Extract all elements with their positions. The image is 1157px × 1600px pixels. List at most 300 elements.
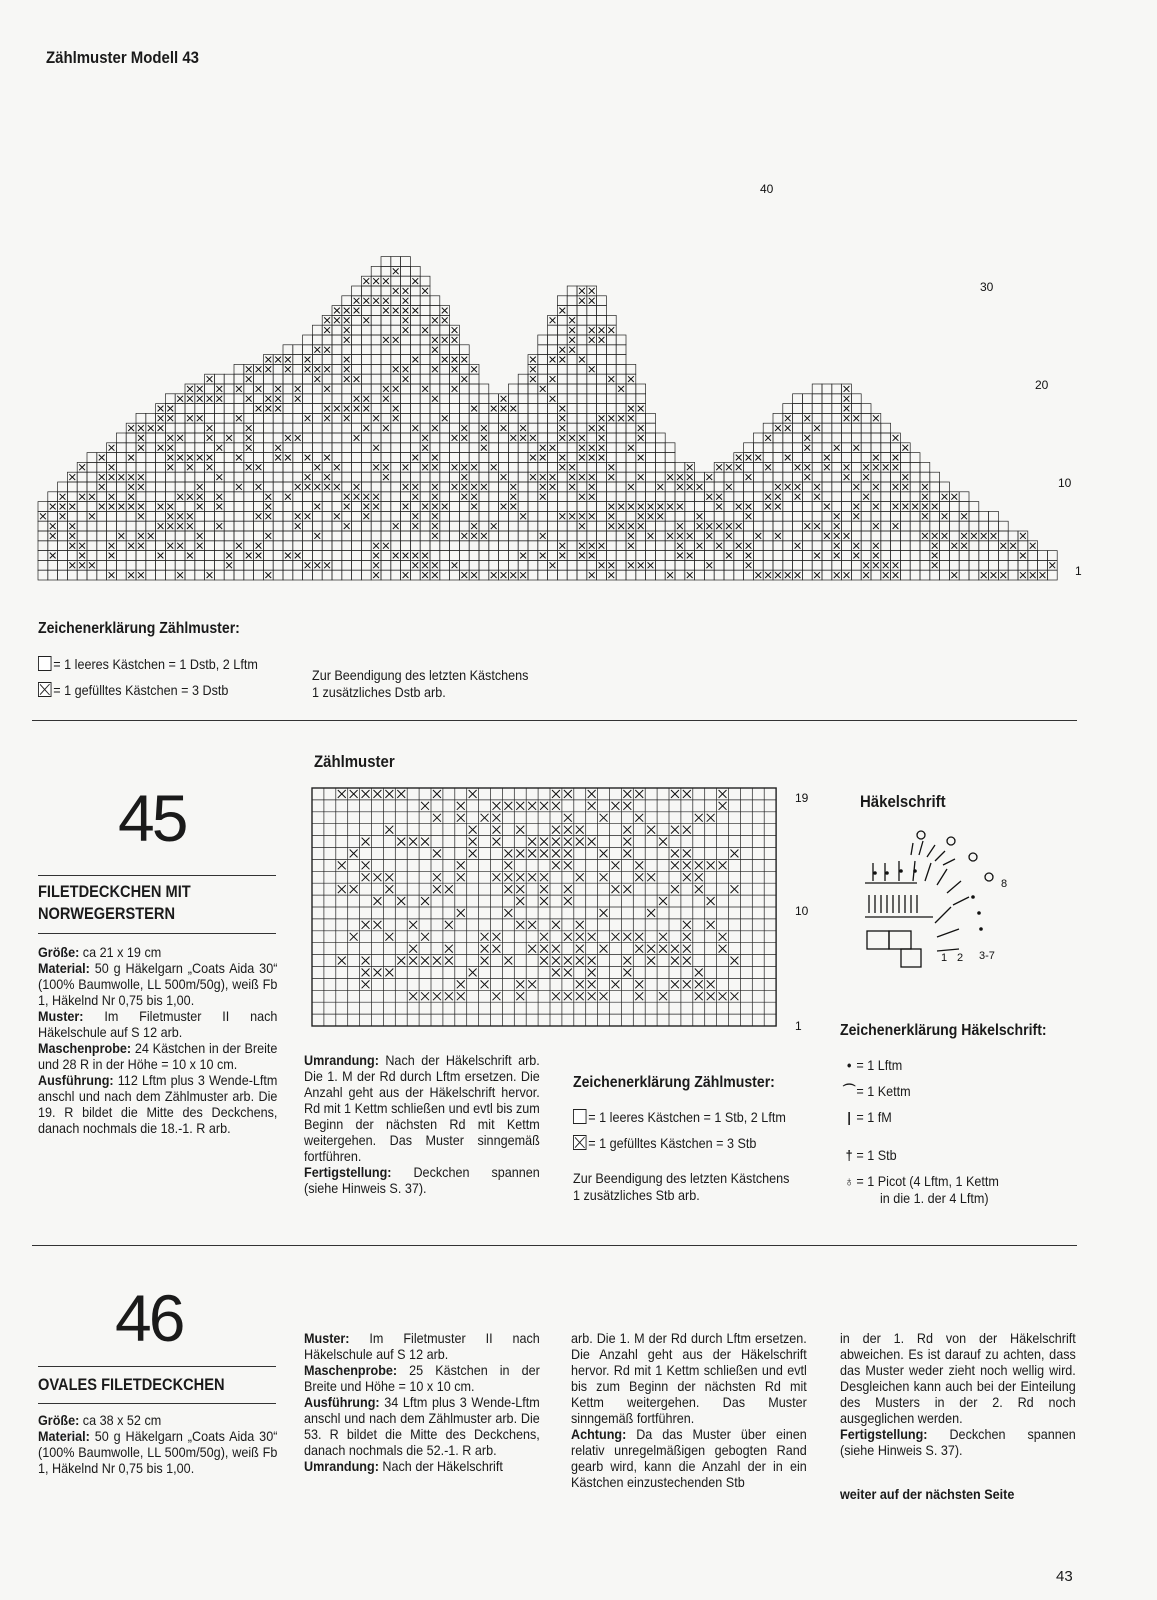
model45-legend-title: Zeichenerklärung Zählmuster: (573, 1074, 775, 1091)
chart43-filled-cell (785, 572, 791, 578)
chart43-filled-cell (648, 533, 654, 539)
chart43-filled-cell (50, 533, 56, 539)
chart43-filled-cell (344, 504, 350, 510)
chart43-filled-cell (432, 366, 438, 372)
chart45-filled-cell (612, 861, 620, 869)
chart43-filled-cell (569, 484, 575, 490)
chart43-filled-cell (540, 533, 546, 539)
chart43-filled-cell (559, 406, 565, 412)
chart43-filled-cell (412, 523, 418, 529)
chart45-filled-cell (504, 802, 512, 810)
chart43-filled-cell (785, 425, 791, 431)
chart43-filled-cell (324, 415, 330, 421)
chart43-filled-cell (344, 415, 350, 421)
chart43-filled-cell (971, 533, 977, 539)
chart45-filled-cell (600, 909, 608, 917)
model45-material-label: Material: (38, 960, 90, 976)
chart43-filled-cell (746, 455, 752, 461)
model46-col2 (304, 1330, 540, 1474)
diagram-square (901, 949, 921, 967)
chart43-filled-cell (167, 464, 173, 470)
chart43-filled-cell (834, 533, 840, 539)
model46-muster-label: Muster: (304, 1330, 350, 1346)
chart43-filled-cell (295, 523, 301, 529)
chart43-filled-cell (187, 513, 193, 519)
chart43-filled-cell (589, 553, 595, 559)
haekelschrift-legend-title: Zeichenerklärung Häkelschrift: (840, 1022, 1047, 1039)
chart45-filled-cell (457, 909, 465, 917)
chart43-column (822, 384, 832, 580)
chart45-filled-cell (457, 861, 465, 869)
chart43-filled-cell (275, 455, 281, 461)
chart43-filled-cell (285, 366, 291, 372)
chart43-filled-cell (814, 553, 820, 559)
chart45-filled-cell (600, 850, 608, 858)
chart43-filled-cell (422, 445, 428, 451)
chart43-filled-cell (765, 464, 771, 470)
chart45-filled-cell (457, 802, 465, 810)
chart45-filled-cell (528, 873, 536, 881)
chart43-filled-cell (344, 308, 350, 314)
chart43-filled-cell (1010, 543, 1016, 549)
chart43-filled-cell (579, 288, 585, 294)
chart43-filled-cell (383, 386, 389, 392)
chart43-filled-cell (412, 425, 418, 431)
divider (32, 1245, 1077, 1246)
chart43-column (371, 266, 381, 580)
chart43-filled-cell (363, 504, 369, 510)
chart45-filled-cell (385, 826, 393, 834)
chart45-filled-cell (338, 861, 346, 869)
chart43-filled-cell (60, 504, 66, 510)
chart43-filled-cell (844, 386, 850, 392)
chart45-filled-cell (493, 933, 501, 941)
chart43-filled-cell (167, 415, 173, 421)
model46-col3-text: arb. Die 1. M der Rd durch Lftm ersetzen. Die Anzahl geht aus der Häkelschrift hervor. Rd mit 1 Kettm schließen und evtl bis zum Beginn der nächsten Rd mit Kettm weitergehen. Das Muster sinngemäß fortführen. (571, 1330, 807, 1426)
chart43-filled-cell (40, 513, 46, 519)
chart43-filled-cell (334, 406, 340, 412)
legend43-note (312, 667, 528, 701)
chart45-filled-cell (576, 826, 584, 834)
chart45-filled-cell (516, 992, 524, 1000)
chart45-filled-cell (635, 933, 643, 941)
chart43-filled-cell (354, 298, 360, 304)
chart43-filled-cell (432, 464, 438, 470)
chart43-filled-cell (736, 504, 742, 510)
chart43-filled-cell (383, 396, 389, 402)
chart43-column (900, 443, 910, 580)
chart45-filled-cell (528, 921, 536, 929)
chart43-filled-cell (295, 513, 301, 519)
model45-chart-title: Zählmuster (314, 752, 395, 771)
chart43-filled-cell (236, 484, 242, 490)
chart43-filled-cell (491, 464, 497, 470)
model45-material: 50 g Häkelgarn „Coats Aida 30“ (100% Baumwolle, LL 500m/50g), weiß Fb 1, Häkelnd Nr 0,75 bis 1,00. (38, 960, 278, 1008)
chart43-filled-cell (187, 523, 193, 529)
chart43-filled-cell (559, 435, 565, 441)
chart43-filled-cell (383, 474, 389, 480)
chart45-filled-cell (707, 980, 715, 988)
chart45-filled-cell (397, 897, 405, 905)
chart45-filled-cell (671, 957, 679, 965)
chart45-filled-cell (564, 826, 572, 834)
chart43-filled-cell (638, 474, 644, 480)
chart43-filled-cell (363, 494, 369, 500)
chart43-filled-cell (608, 504, 614, 510)
chart45-row-mark: 19 (795, 791, 809, 805)
chart45-filled-cell (683, 790, 691, 798)
chart43-filled-cell (559, 543, 565, 549)
chart43-filled-cell (403, 317, 409, 323)
chart43-filled-cell (618, 386, 624, 392)
model46-col3 (571, 1330, 807, 1490)
chart45-filled-cell (576, 873, 584, 881)
chart43-filled-cell (863, 562, 869, 568)
chart43-row-mark: 30 (980, 280, 994, 294)
chart45-filled-cell (576, 980, 584, 988)
chart45-filled-cell (600, 814, 608, 822)
chart43-column (646, 413, 656, 580)
chart45-filled-cell (683, 933, 691, 941)
chart43-filled-cell (295, 435, 301, 441)
chart43-filled-cell (824, 533, 830, 539)
model46-col4 (840, 1330, 1076, 1458)
chart43-filled-cell (216, 523, 222, 529)
chart43-filled-cell (187, 553, 193, 559)
chart43-filled-cell (559, 464, 565, 470)
chart43-filled-cell (128, 572, 134, 578)
chart45-filled-cell (374, 873, 382, 881)
chart43-filled-cell (726, 464, 732, 470)
chart43-filled-cell (834, 572, 840, 578)
chart43-filled-cell (393, 523, 399, 529)
sym-fm (842, 1106, 892, 1128)
chart43-filled-cell (628, 406, 634, 412)
model45-umrandung-label: Umrandung: (304, 1052, 379, 1068)
chart43-filled-cell (569, 337, 575, 343)
chart43-column (410, 266, 420, 580)
diagram-square (867, 931, 889, 949)
chart45-filled-cell (719, 933, 727, 941)
chart45-filled-cell (362, 969, 370, 977)
chart43-filled-cell (363, 396, 369, 402)
chart43-filled-cell (344, 406, 350, 412)
model46-material-label: Material: (38, 1428, 90, 1444)
chart43-filled-cell (1000, 543, 1006, 549)
haekelschrift-title: Häkelschrift (860, 792, 946, 811)
chart43-filled-cell (158, 415, 164, 421)
chart43-column (783, 404, 793, 580)
chart43-filled-cell (246, 396, 252, 402)
chart43-filled-cell (687, 464, 693, 470)
chart45-filled-cell (671, 826, 679, 834)
chart43-filled-cell (354, 376, 360, 382)
chart43-filled-cell (814, 494, 820, 500)
chart45-filled-cell (695, 873, 703, 881)
chart43-filled-cell (305, 415, 311, 421)
chart45-filled-cell (683, 957, 691, 965)
chart45-filled-cell (552, 945, 560, 953)
model46-title-rule-bottom (38, 1403, 276, 1404)
chart43-filled-cell (873, 562, 879, 568)
chart43-filled-cell (128, 484, 134, 490)
chart43-column (244, 364, 254, 580)
chart43-filled-cell (403, 366, 409, 372)
chart43-filled-cell (579, 357, 585, 363)
chart43-filled-cell (275, 406, 281, 412)
model46-umrandung-label: Umrandung: (304, 1458, 379, 1474)
chart43-filled-cell (148, 425, 154, 431)
chart45-filled-cell (433, 850, 441, 858)
chart43-filled-cell (246, 425, 252, 431)
chart43-filled-cell (265, 366, 271, 372)
chart43-filled-cell (344, 357, 350, 363)
chart45-filled-cell (707, 861, 715, 869)
chart43-filled-cell (981, 572, 987, 578)
chart43-filled-cell (834, 553, 840, 559)
chart43-filled-cell (79, 543, 85, 549)
chart43-filled-cell (177, 455, 183, 461)
chart43-filled-cell (158, 553, 164, 559)
chart43-filled-cell (677, 474, 683, 480)
chart45-filled-cell (445, 885, 453, 893)
chart43-filled-cell (491, 406, 497, 412)
chart43-filled-cell (844, 396, 850, 402)
chart43-filled-cell (216, 396, 222, 402)
chart45-filled-cell (421, 957, 429, 965)
chart43-filled-cell (471, 494, 477, 500)
chart45-filled-cell (600, 873, 608, 881)
chart43-filled-cell (344, 523, 350, 529)
chart43-filled-cell (746, 553, 752, 559)
chart45-filled-cell (612, 933, 620, 941)
chart45-filled-cell (493, 838, 501, 846)
chart45-filled-cell (552, 861, 560, 869)
filled-box-icon (573, 1135, 587, 1150)
chart43-filled-cell (589, 288, 595, 294)
chart43-filled-cell (412, 562, 418, 568)
chart43-filled-cell (393, 337, 399, 343)
continued-note: weiter auf der nächsten Seite (840, 1486, 1015, 1502)
chart43-filled-cell (736, 543, 742, 549)
chart43-filled-cell (559, 308, 565, 314)
chart43-filled-cell (804, 523, 810, 529)
model45-groesse-label: Größe: (38, 944, 80, 960)
chart43-filled-cell (932, 504, 938, 510)
chart43-filled-cell (265, 396, 271, 402)
chart43-filled-cell (873, 464, 879, 470)
chart43-filled-cell (648, 513, 654, 519)
chart45-filled-cell (528, 980, 536, 988)
model46-ausfuehrung: 34 Lftm plus 3 Wende-Lftm anschl und nach dem Zählmuster arb. Die 53. R bildet die Mitte des Deckchens, danach nochmals die 52.-1. R arb. (304, 1394, 540, 1458)
model45-groesse: ca 21 x 19 cm (82, 944, 162, 960)
chart43-column (989, 511, 999, 580)
chart43-filled-cell (569, 474, 575, 480)
chart45-filled-cell (362, 957, 370, 965)
chart43-column (146, 413, 156, 580)
chart43-filled-cell (922, 513, 928, 519)
chart43-filled-cell (285, 357, 291, 363)
model46-maschenprobe: 25 Kästchen in der Breite und Höhe = 10 x 10 cm. (304, 1362, 540, 1394)
chart45-filled-cell (504, 957, 512, 965)
chart43-filled-cell (167, 504, 173, 510)
chart43-filled-cell (863, 494, 869, 500)
chart43-filled-cell (118, 474, 124, 480)
chart45-filled-cell (409, 957, 417, 965)
chart43-filled-cell (89, 562, 95, 568)
chart43-filled-cell (834, 513, 840, 519)
chart43-filled-cell (167, 513, 173, 519)
chart43-filled-cell (177, 523, 183, 529)
chart43-filled-cell (461, 425, 467, 431)
chart43-filled-cell (128, 455, 134, 461)
chart43-filled-cell (608, 572, 614, 578)
chart45-filled-cell (576, 992, 584, 1000)
chart45-filled-cell (659, 838, 667, 846)
chart43-filled-cell (873, 553, 879, 559)
chart43-filled-cell (628, 484, 634, 490)
chart43-filled-cell (50, 553, 56, 559)
chart45-filled-cell (516, 885, 524, 893)
chart43-filled-cell (746, 504, 752, 510)
chart43-filled-cell (667, 533, 673, 539)
chart43-column (979, 511, 989, 580)
empty-box-icon (573, 1109, 587, 1124)
chart43-column (499, 394, 509, 580)
chart45-filled-cell (623, 838, 631, 846)
chart43-filled-cell (422, 464, 428, 470)
chart45-filled-cell (362, 790, 370, 798)
chart43-filled-cell (373, 445, 379, 451)
chart43-filled-cell (305, 513, 311, 519)
chart43-filled-cell (599, 445, 605, 451)
chart45-filled-cell (695, 969, 703, 977)
chart43-filled-cell (785, 455, 791, 461)
chart45-filled-cell (564, 969, 572, 977)
chart43-filled-cell (128, 474, 134, 480)
chart45-filled-cell (635, 992, 643, 1000)
chart43-filled-cell (363, 513, 369, 519)
chart43-column (881, 423, 891, 580)
chart43-filled-cell (305, 474, 311, 480)
chart43-filled-cell (569, 327, 575, 333)
model45-title-rule (38, 875, 276, 876)
chart43-column (714, 462, 724, 580)
chart43-filled-cell (932, 543, 938, 549)
chart45-filled-cell (493, 873, 501, 881)
chart43-filled-cell (69, 533, 75, 539)
chart43-filled-cell (256, 484, 262, 490)
chart43-filled-cell (736, 455, 742, 461)
sym-picot-line2: in die 1. der 4 Lftm) (880, 1190, 989, 1206)
chart43-filled-cell (893, 455, 899, 461)
chart43-filled-cell (471, 406, 477, 412)
chart43-filled-cell (452, 435, 458, 441)
chart43-filled-cell (60, 513, 66, 519)
chart45-filled-cell (469, 969, 477, 977)
chart43-filled-cell (79, 464, 85, 470)
chart43-filled-cell (216, 474, 222, 480)
chart43-column (195, 384, 205, 580)
chart43-filled-cell (706, 533, 712, 539)
chart43-column (156, 404, 166, 580)
chart45-filled-cell (671, 861, 679, 869)
chart43-filled-cell (354, 308, 360, 314)
chart45-filled-cell (659, 945, 667, 953)
chart43-filled-cell (246, 464, 252, 470)
chart43-filled-cell (589, 513, 595, 519)
chart43-filled-cell (520, 425, 526, 431)
chart43-filled-cell (442, 415, 448, 421)
chart43-filled-cell (256, 406, 262, 412)
chart43-column (930, 472, 940, 580)
chart43-column (420, 276, 430, 580)
chart43-filled-cell (69, 523, 75, 529)
chart45-filled-cell (588, 838, 596, 846)
chart43-filled-cell (403, 572, 409, 578)
chart45-filled-cell (588, 802, 596, 810)
chart45-filled-cell (552, 969, 560, 977)
chart43-filled-cell (285, 553, 291, 559)
chart43-filled-cell (608, 523, 614, 529)
chart43-filled-cell (579, 523, 585, 529)
chart43-filled-cell (1000, 572, 1006, 578)
chart43-column (802, 394, 812, 580)
sym-picot-text: = 1 Picot (4 Lftm, 1 Kettm (856, 1173, 999, 1189)
chart43-filled-cell (736, 464, 742, 470)
chart45-filled-cell (433, 992, 441, 1000)
chart45-filled-cell (493, 945, 501, 953)
chart43-filled-cell (599, 415, 605, 421)
chart43-filled-cell (961, 513, 967, 519)
chart43-filled-cell (246, 553, 252, 559)
chart45-filled-cell (433, 957, 441, 965)
chart43-filled-cell (383, 464, 389, 470)
chart43-filled-cell (412, 357, 418, 363)
chart43-filled-cell (628, 504, 634, 510)
chart43-filled-cell (461, 484, 467, 490)
chart43-filled-cell (991, 533, 997, 539)
legend43-filled-text: = 1 gefülltes Kästchen = 3 Dstb (53, 682, 229, 698)
chart45-filled-cell (600, 945, 608, 953)
chart43-filled-cell (167, 543, 173, 549)
chart45-filled-cell (647, 909, 655, 917)
chart45-filled-cell (612, 885, 620, 893)
chart43-filled-cell (765, 494, 771, 500)
chart43-filled-cell (951, 572, 957, 578)
chart43-filled-cell (167, 445, 173, 451)
chart43-filled-cell (608, 327, 614, 333)
chart43-filled-cell (608, 376, 614, 382)
chart45-filled-cell (719, 802, 727, 810)
chart45-filled-cell (719, 790, 727, 798)
chart43-column (763, 423, 773, 580)
chart45-filled-cell (623, 826, 631, 834)
chart43-filled-cell (89, 513, 95, 519)
chart45-filled-cell (457, 873, 465, 881)
chart45-filled-cell (623, 885, 631, 893)
chart43-filled-cell (265, 357, 271, 363)
chart43-filled-cell (863, 464, 869, 470)
chart45-filled-cell (528, 802, 536, 810)
chart43-filled-cell (452, 386, 458, 392)
chart43-filled-cell (697, 513, 703, 519)
chart45-filled-cell (493, 802, 501, 810)
chart43-column (685, 462, 695, 580)
chart43-filled-cell (922, 504, 928, 510)
chart43-filled-cell (197, 504, 203, 510)
chart43-column (283, 345, 293, 580)
